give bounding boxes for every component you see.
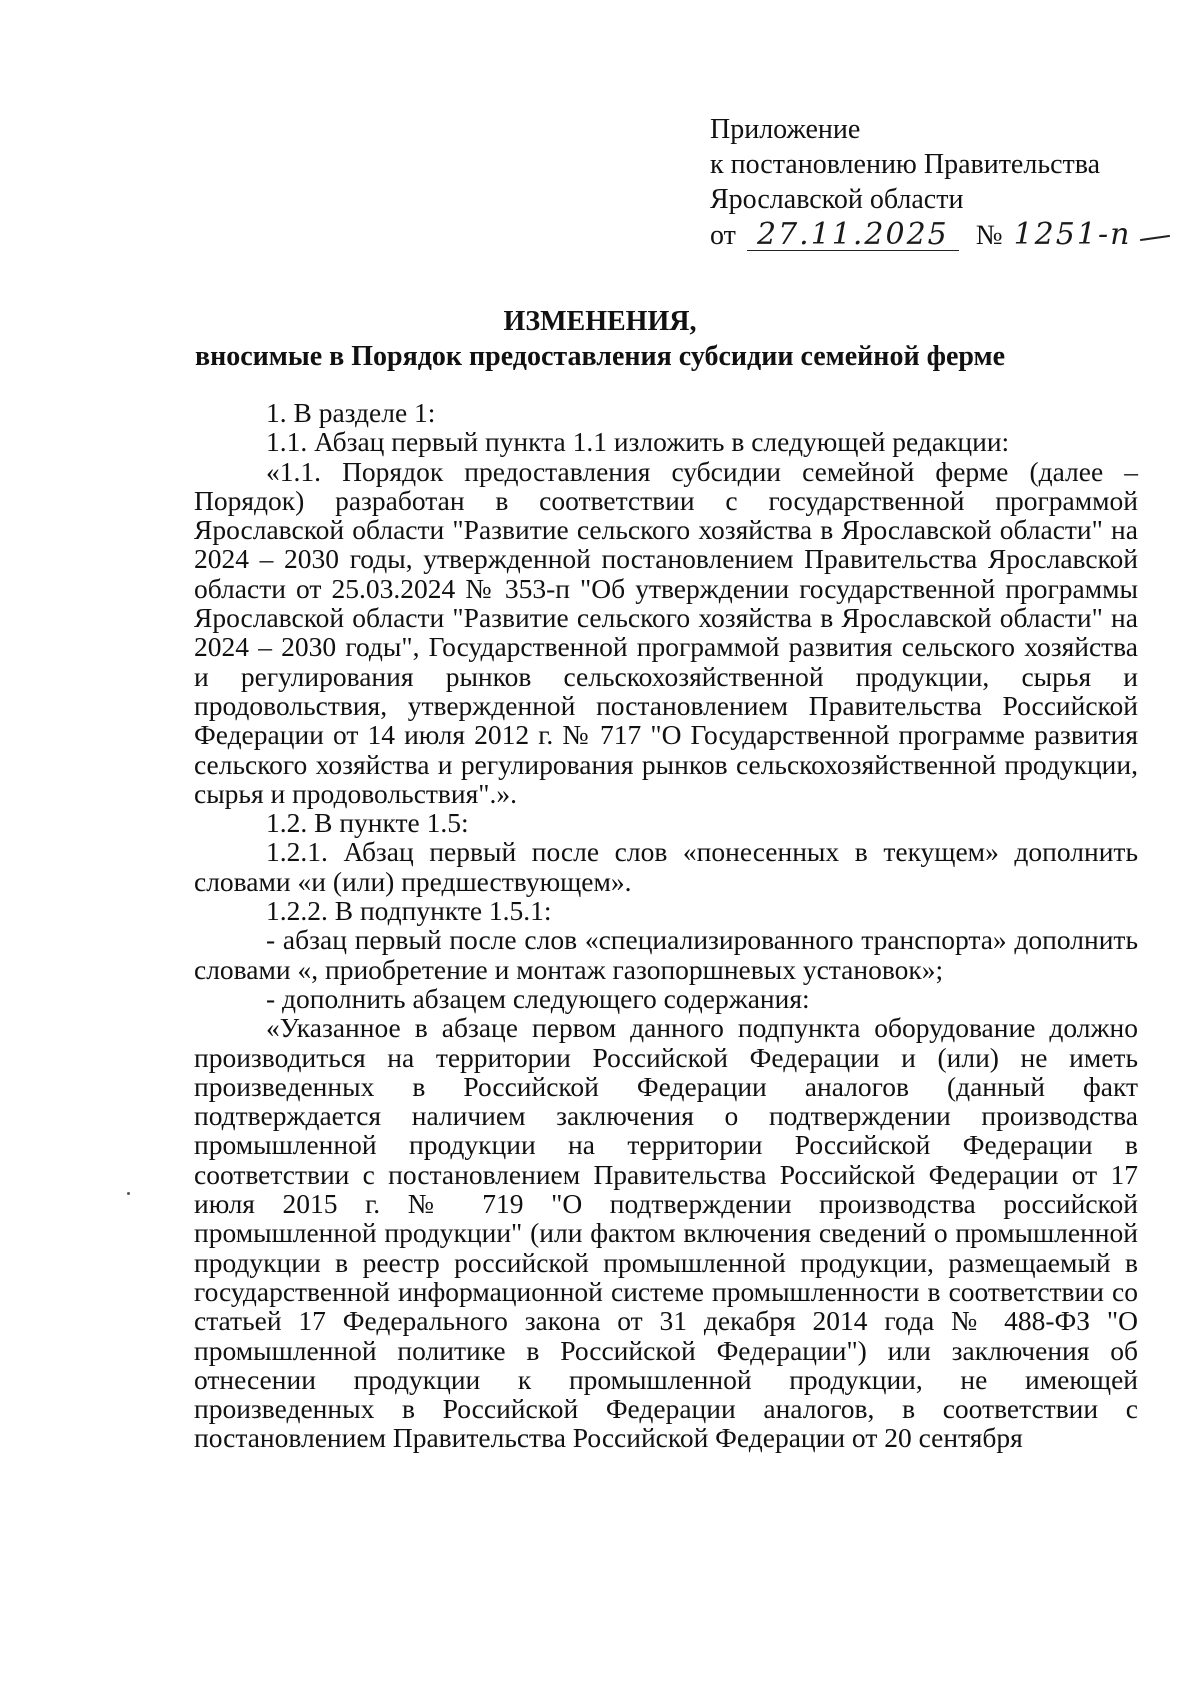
paragraph-1-2: 1.2. В пункте 1.5: <box>266 807 469 839</box>
paragraph-new-text: «Указанное в абзаце первом данного подпункта оборудование должно производиться на территории Российской Федерации и (или) не иметь произведенных в Российской Федерации аналогов (данный факт подтверждается наличием заключения о подтверждении производства промышленной продукции на территории Российской Федерации в соответствии с постановлением Правительства Российской Федерации от 17 июля 2015 г. № 719 "О подтверждении производства российской промышленной продукции" (или фактом включения сведений о промышленной продукции в реестр российской промышленной продукции, размещаемый в государственной информационной системе промышленности в соответствии со статьей 17 Федерального закона от 31 декабря 2014 года № 488-ФЗ "О промышленной политике в Российской Федерации") или заключения об отнесении продукции к промышленной продукции, не имеющей произведенных в Российской Федерации аналогов, в соответствии с постановлением Правительства Российской Федерации от 20 сентября <box>194 1012 1138 1454</box>
attachment-region: Ярославской области <box>710 184 964 215</box>
paragraph-1-2-2: 1.2.2. В подпункте 1.5.1: <box>266 895 552 927</box>
attachment-label: Приложение <box>710 114 861 145</box>
handwritten-stroke-icon <box>1140 235 1170 241</box>
scan-dot-mark <box>127 1192 130 1195</box>
document-body <box>194 398 1138 1453</box>
paragraph-1-2-1: 1.2.1. Абзац первый после слов «понесенных в текущем» дополнить словами «и (или) предшествующем». <box>194 836 1138 897</box>
paragraph-1-1-text: «1.1. Порядок предоставления субсидии семейной ферме (далее – Порядок) разработан в соответствии с государственной программой Ярославской области "Развитие сельского хозяйства в Ярославской области" на 2024 – 2030 годы, утвержденной постановлением Правительства Ярославской области от 25.03.2024 № 353-п "Об утверждении государственной программы Ярославской области "Развитие сельского хозяйства в Ярославской области" на 2024 – 2030 годы", Государственной программой развития сельского хозяйства и регулирования рынков сельскохозяйственной продукции, сырья и продовольствия, утвержденной постановлением Правительства Российской Федерации от 14 июля 2012 г. № 717 "О Государственной программе развития сельского хозяйства и регулирования рынков сельскохозяйственной продукции, сырья и продовольствия".». <box>194 455 1138 809</box>
paragraph-1-1: 1.1. Абзац первый пункта 1.1 изложить в следующей редакции: <box>266 426 1010 458</box>
attachment-date-number <box>710 217 1170 252</box>
handwritten-date: 27.11.2025 <box>747 220 959 251</box>
handwritten-number: 1251-п <box>1013 217 1132 252</box>
number-sign: № <box>975 220 1003 251</box>
attachment-resolution: к постановлению Правительства <box>710 149 1101 180</box>
document-title: ИЗМЕНЕНИЯ, <box>503 306 697 337</box>
paragraph-bullet-1: - абзац первый после слов «специализированного транспорта» дополнить словами «, приобретение и монтаж газопоршневых установок»; <box>194 924 1138 985</box>
attachment-block <box>710 112 1170 252</box>
document-subtitle: вносимые в Порядок предоставления субсидии семейной ферме <box>194 341 1006 372</box>
paragraph-section-1: 1. В разделе 1: <box>266 397 436 428</box>
paragraph-bullet-2: - дополнить абзацем следующего содержания: <box>266 982 810 1014</box>
date-prefix: от <box>710 220 736 251</box>
